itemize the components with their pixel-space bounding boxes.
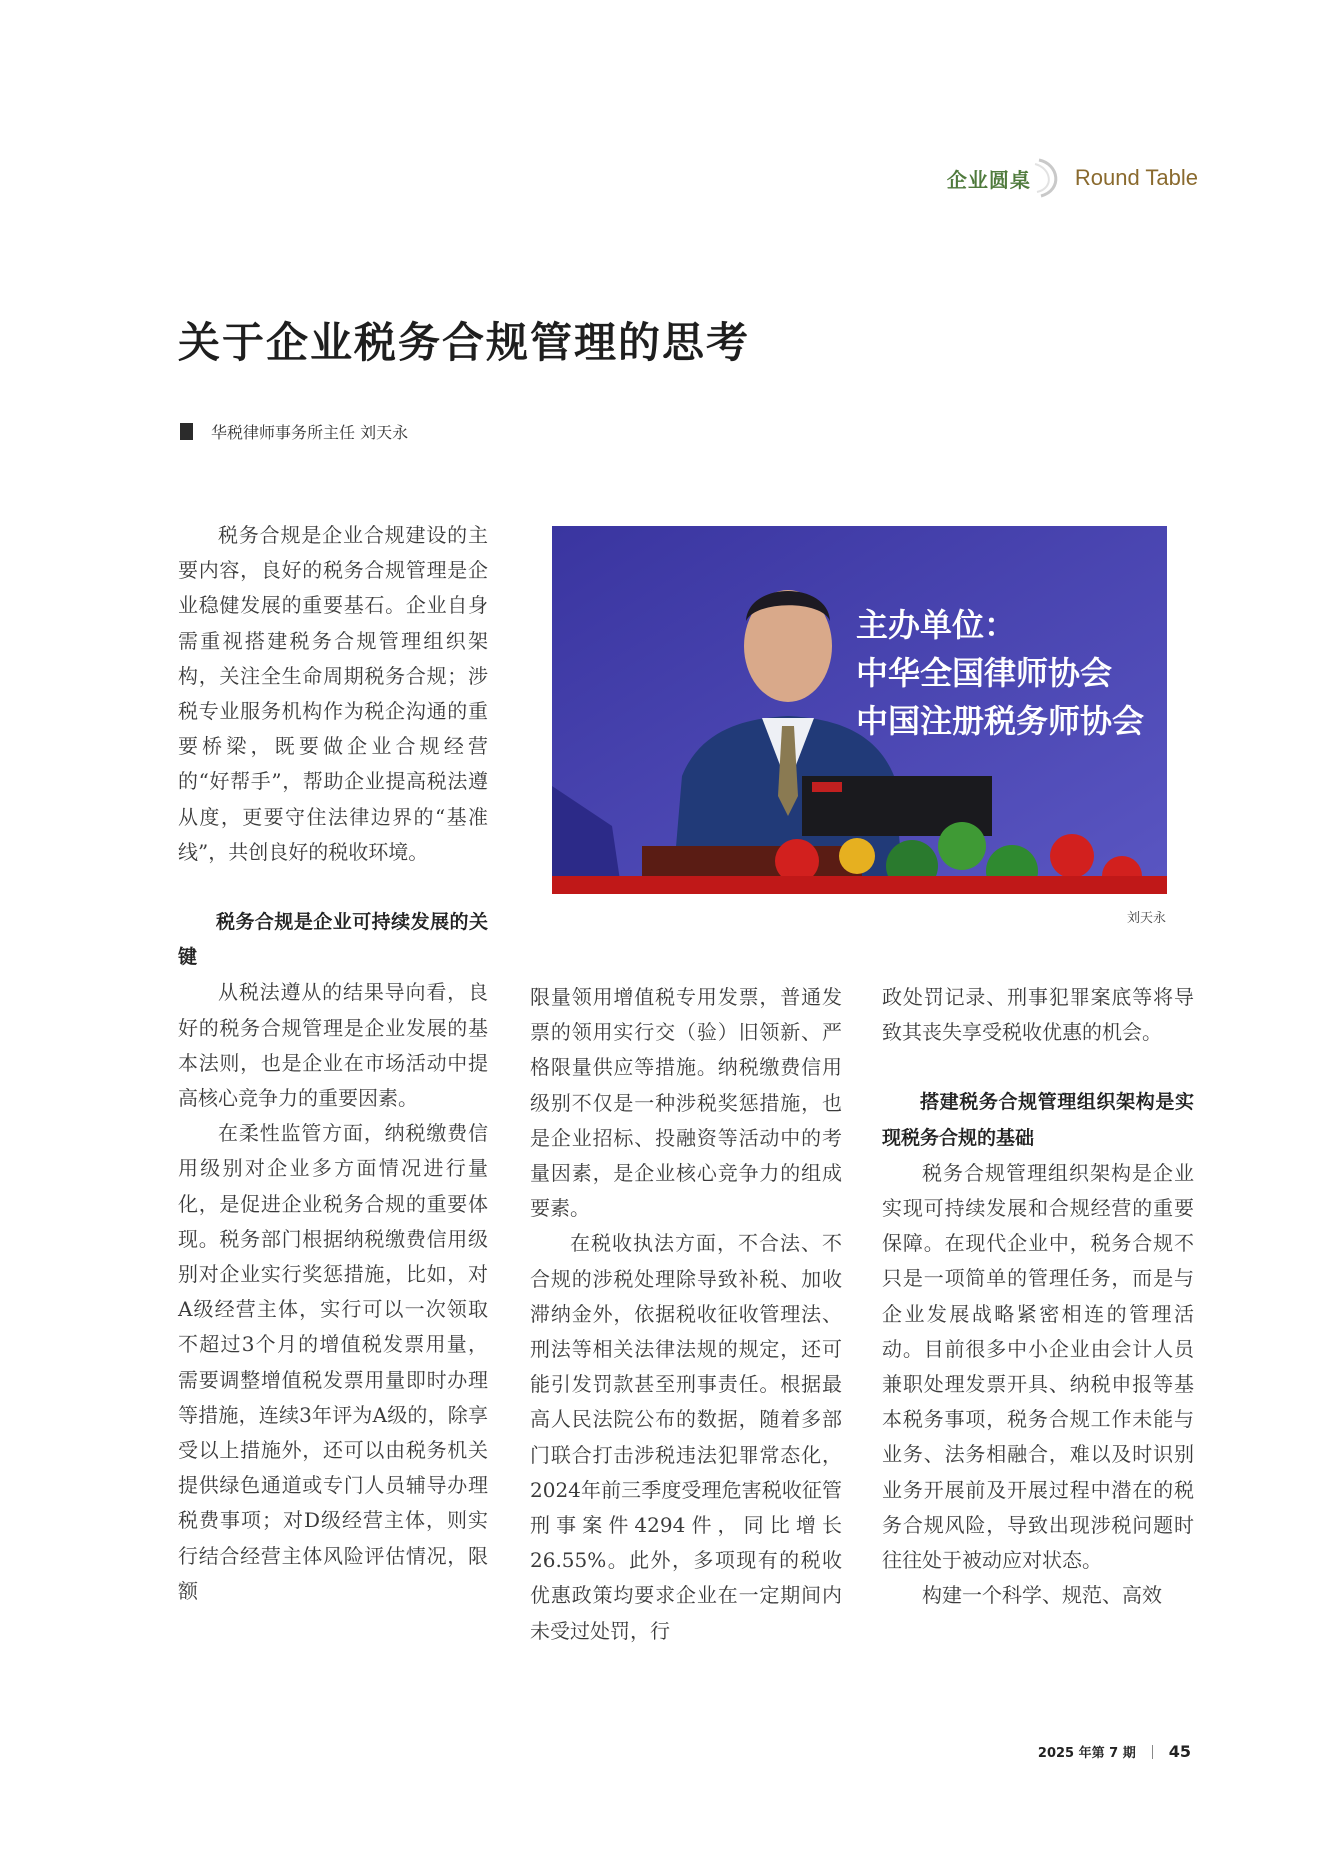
page-number: 45 — [1168, 1742, 1191, 1761]
paragraph: 限量领用增值税专用发票，普通发票的领用实行交（验）旧领新、严格限量供应等措施。纳税缴费信用级别不仅是一种涉税奖惩措施，也是企业招标、投融资等活动中的考量因素，是企业核心竞争力的组成要素。 — [530, 985, 842, 1221]
paragraph: 政处罚记录、刑事犯罪案底等将导致其丧失享受税收优惠的机会。 — [882, 985, 1194, 1045]
byline-text: 华税律师事务所主任 刘天永 — [211, 423, 409, 442]
section-heading-1: 税务合规是企业可持续发展的关键 — [178, 911, 488, 969]
banner-line-2: 中华全国律师协会 — [856, 654, 1113, 692]
column-1 — [178, 518, 488, 1609]
paragraph: 税务合规管理组织架构是企业实现可持续发展和合规经营的重要保障。在现代企业中，税务合规不只是一项简单的管理任务，而是与企业发展战略紧密相连的管理活动。目前很多中小企业由会计人员兼职处理发票开具、纳税申报等基本税务事项，税务合规工作未能与业务、法务相融合，难以及时识别业务开展前及开展过程中潜在的税务合规风险，导致出现涉税问题时往往处于被动应对状态。 — [882, 1160, 1194, 1573]
column-2 — [530, 980, 842, 1649]
photo-caption: 刘天永 — [1126, 911, 1166, 926]
paragraph: 在柔性监管方面，纳税缴费信用级别对企业多方面情况进行量化，是促进企业税务合规的重要体现。税务部门根据纳税缴费信用级别对企业实行奖惩措施，比如，对A级经营主体，实行可以一次领取不超过3个月的增值税发票用量，需要调整增值税发票用量即时办理等措施，连续3年评为A级的，除享受以上措施外，还可以由税务机关提供绿色通道或专门人员辅导办理税费事项；对D级经营主体，则实行结合经营主体风险评估情况，限额 — [178, 1121, 488, 1603]
section-arc-icon — [1033, 158, 1067, 198]
section-tag — [947, 158, 1198, 198]
section-title-cn: 企业圆桌 — [946, 167, 1031, 192]
paragraph: 构建一个科学、规范、高效 — [922, 1583, 1162, 1608]
article-title: 关于企业税务合规管理的思考 — [178, 318, 751, 367]
paragraph: 在税收执法方面，不合法、不合规的涉税处理除导致补税、加收滞纳金外，依据税收征收管理法、刑法等相关法律法规的规定，还可能引发罚款甚至刑事责任。根据最高人民法院公布的数据，随着多部门联合打击涉税违法犯罪常态化，2024年前三季度受理危害税收征管刑事案件4294件，同比增长26.55%。此外，多项现有的税收优惠政策均要求企业在一定期间内未受过处罚，行 — [530, 1231, 842, 1643]
section-title-en: Round Table — [1074, 165, 1198, 190]
page-footer — [1038, 1742, 1191, 1761]
speaker-photo — [552, 526, 1167, 894]
column-3 — [882, 980, 1194, 1613]
paragraph: 从税法遵从的结果导向看，良好的税务合规管理是企业发展的基本法则，也是企业在市场活动中提高核心竞争力的重要因素。 — [178, 980, 488, 1111]
banner-line-3: 中国注册税务师协会 — [856, 702, 1145, 740]
byline — [180, 420, 408, 443]
banner-line-1: 主办单位： — [856, 606, 1017, 644]
byline-marker-icon — [180, 423, 193, 440]
intro-paragraph: 税务合规是企业合规建设的主要内容，良好的税务合规管理是企业稳健发展的重要基石。企业自身需重视搭建税务合规管理组织架构，关注全生命周期税务合规；涉税专业服务机构作为税企沟通的重要桥梁，既要做企业合规经营的“好帮手”，帮助企业提高税法遵从度，更要守住法律边界的“基准线”，共创良好的税收环境。 — [178, 523, 488, 864]
footer-divider — [1152, 1745, 1153, 1759]
issue-label: 2025 年第 7 期 — [1037, 1746, 1136, 1761]
section-heading-2: 搭建税务合规管理组织架构是实现税务合规的基础 — [882, 1091, 1194, 1149]
